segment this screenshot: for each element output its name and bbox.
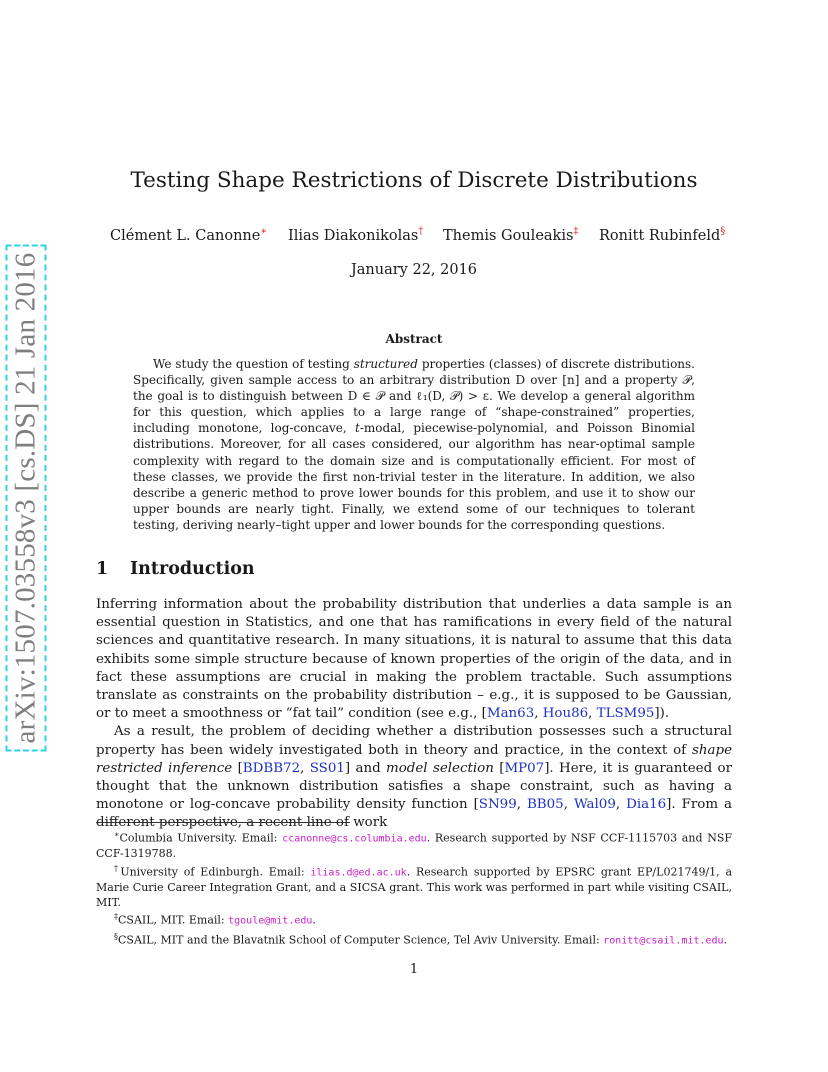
author-rubinfeld: Ronitt Rubinfeld§ bbox=[599, 226, 726, 244]
footnote-mark[interactable]: ∗ bbox=[260, 226, 268, 237]
citation-link[interactable]: Dia16 bbox=[626, 797, 667, 813]
email-link[interactable]: ilias.d@ed.ac.uk bbox=[310, 867, 407, 879]
paragraph-2: As a result, the problem of deciding whether a distribution possesses such a structural property has been widely investigated both in theory and practice, in the context of shape restricted inference [BDBB72, SS01] and model selection [MP07]. Here, it is guaranteed or thought that the unknown distribution satisfies a shape constraint, such as having a monotone or log-concave probability density function [SN99, BB05, Wal09, Dia16]. From a different perspective, a recent line of work bbox=[96, 724, 733, 831]
abstract-heading: Abstract bbox=[385, 332, 443, 346]
introduction-body bbox=[96, 596, 732, 833]
section-title: Introduction bbox=[130, 559, 255, 579]
author-gouleakis: Themis Gouleakis‡ bbox=[443, 226, 579, 244]
footnote-1: ∗Columbia University. Email: ccanonne@cs.columbia.edu. Research supported by NSF CCF-1115703 and NSF CCF-1319788. bbox=[96, 830, 732, 861]
paper-date: January 22, 2016 bbox=[350, 262, 478, 278]
abstract-paragraph: We study the question of testing structured properties (classes) of discrete distributions. Specifically, given sample access to an arbitrary distribution D over [n] and a property 𝒫, the goal is to distinguish between D ∈ 𝒫 and ℓ₁(D, 𝒫) > ε. We develop a general algorithm for this question, which applies to a large range of “shape-constrained” properties, including monotone, log-concave, t-modal, piecewise-polynomial, and Poisson Binomial distributions. Moreover, for all cases considered, our algorithm has near-optimal sample complexity with regard to the domain size and is computationally efficient. For most of these classes, we provide the first non-trivial tester in the literature. In addition, we also describe a generic method to prove lower bounds for this problem, and use it to show our upper bounds are nearly tight. Finally, we extend some of our techniques to tolerant testing, deriving nearly–tight upper and lower bounds for the corresponding questions. bbox=[133, 357, 695, 532]
footnote-mark[interactable]: † bbox=[418, 226, 424, 237]
email-link[interactable]: tgoule@mit.edu bbox=[228, 915, 313, 927]
footnote-4: §CSAIL, MIT and the Blavatnik School of Computer Science, Tel Aviv University. Email: ronitt@csail.mit.edu. bbox=[114, 931, 728, 947]
author-diakonikolas: Ilias Diakonikolas† bbox=[288, 226, 424, 244]
citation-link[interactable]: SN99 bbox=[478, 797, 517, 813]
citation-link[interactable]: SS01 bbox=[309, 760, 345, 776]
abstract-body bbox=[133, 356, 695, 533]
footnote-mark[interactable]: ‡ bbox=[573, 226, 579, 237]
email-link[interactable]: ronitt@csail.mit.edu bbox=[603, 935, 724, 947]
footnotes bbox=[96, 828, 732, 949]
paragraph-1: Inferring information about the probability distribution that underlies a data sample is an essential question in Statistics, and one that has ramifications in every field of the natural sciences and quantitative research. In many situations, it is natural to assume that this data exhibits some simple structure because of known properties of the origin of the data, and in fact these assumptions are crucial in making the problem tractable. Such assumptions translate as constraints on the probability distribution – e.g., it is supposed to be Gaussian, or to meet a smoothness or “fat tail” condition (see e.g., [Man63, Hou86, TLSM95]). bbox=[96, 597, 732, 722]
footnote-2: †University of Edinburgh. Email: ilias.d@ed.ac.uk. Research supported by EPSRC grant EP/L021749/1, a Marie Curie Career Integration Grant, and a SICSA grant. This work was performed in part while visiting CSAIL, MIT. bbox=[96, 863, 733, 909]
citation-link[interactable]: BDBB72 bbox=[242, 760, 301, 776]
footnote-mark[interactable]: § bbox=[720, 226, 726, 237]
author-canonne: Clément L. Canonne∗ bbox=[110, 226, 268, 244]
section-number: 1 bbox=[96, 559, 109, 579]
citation-link[interactable]: TLSM95 bbox=[596, 706, 655, 722]
paper-title: Testing Shape Restrictions of Discrete Distributions bbox=[130, 168, 698, 193]
page-number: 1 bbox=[409, 962, 419, 977]
footnote-divider bbox=[96, 822, 350, 823]
citation-link[interactable]: Man63 bbox=[486, 706, 535, 722]
arxiv-identifier[interactable]: arXiv:1507.03558v3 [cs.DS] 21 Jan 2016 bbox=[6, 245, 47, 752]
citation-link[interactable]: BB05 bbox=[526, 797, 564, 813]
citation-link[interactable]: MP07 bbox=[504, 760, 545, 776]
author-list bbox=[0, 226, 828, 248]
citation-link[interactable]: Wal09 bbox=[573, 797, 616, 813]
section-heading-introduction bbox=[96, 559, 255, 579]
citation-link[interactable]: Hou86 bbox=[542, 706, 589, 722]
footnote-3: ‡CSAIL, MIT. Email: tgoule@mit.edu. bbox=[114, 912, 316, 927]
email-link[interactable]: ccanonne@cs.columbia.edu bbox=[282, 833, 427, 845]
